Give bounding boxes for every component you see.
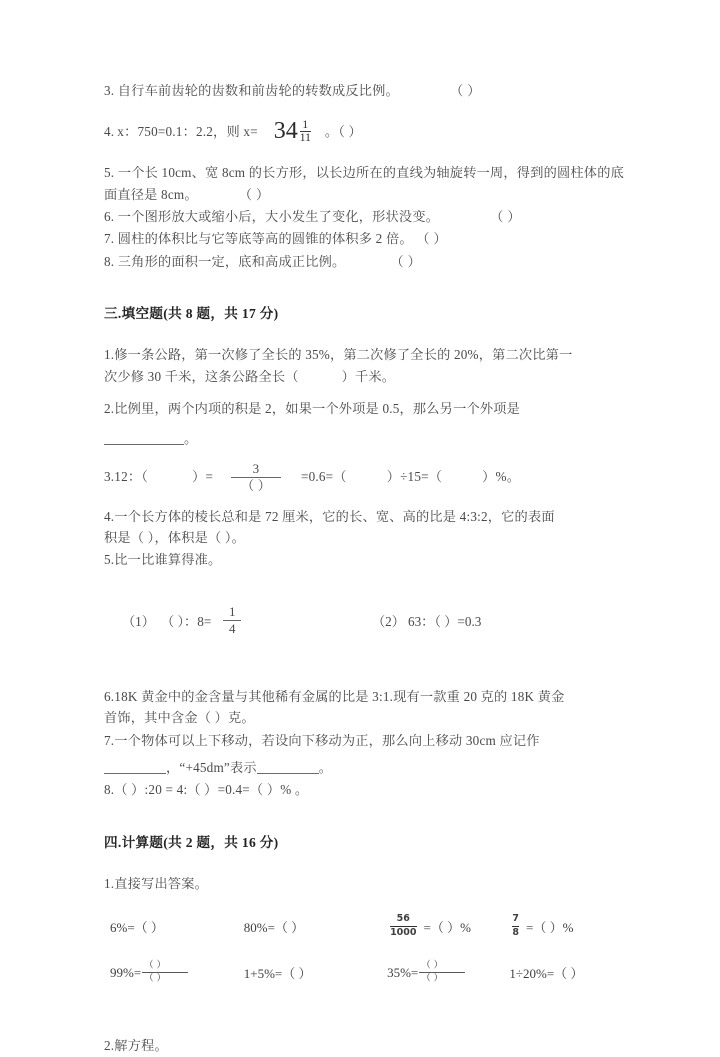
fraction-denominator: 1000	[390, 926, 417, 938]
question-6-text: 一个图形放大或缩小后，大小发生了变化，形状没变。	[117, 209, 440, 224]
sub-question-2-label: （2）	[372, 613, 405, 629]
question-8-number: 8.	[104, 253, 115, 269]
calc-expression-prefix: 35%=	[387, 964, 419, 980]
fraction-numerator: 1	[229, 603, 236, 619]
fill-question-3-mid: =0.6=（	[300, 469, 347, 485]
question-5-number: 5.	[104, 165, 115, 181]
mixed-numerator: 1	[302, 119, 309, 132]
question-3-number: 3.	[104, 83, 115, 98]
calc-expression: 6%=（ ）	[110, 919, 164, 935]
calc-cell-2-1[interactable]	[110, 961, 244, 986]
calc-expression: 1+5%=（ ）	[243, 966, 312, 982]
mixed-number-34-1-11	[274, 112, 311, 151]
fill-question-7-period: 。	[318, 760, 333, 775]
mixed-denominator: 11	[299, 132, 311, 145]
question-8-answer-blank[interactable]: （ ）	[390, 253, 422, 269]
question-7-number: 7.	[104, 231, 115, 247]
fraction-numerator-blank[interactable]: （ ）	[144, 960, 167, 971]
fraction-denominator: 8	[512, 926, 519, 938]
calc-expression-prefix: 99%=	[110, 964, 142, 980]
fill-question-1-line2	[104, 366, 624, 387]
fill-question-8[interactable]: 8.（ ）:20 = 4:（ ）=0.4=（ ）% 。	[104, 782, 309, 798]
fill-question-2-line2	[104, 428, 624, 449]
question-4-text: x：750=0.1：2.2，则 x=	[117, 124, 258, 140]
calc-question-1-title: 1.直接写出答案。	[104, 875, 209, 891]
fill-question-3-tail: ）%。	[482, 469, 521, 485]
calc-row-1	[104, 914, 624, 938]
fill-question-3-equals: ）=	[192, 469, 214, 485]
calc-expression: =（ ）%	[525, 919, 574, 935]
sub-question-1-label: （1）	[122, 613, 155, 629]
mixed-fraction	[300, 119, 311, 144]
fill-question-6-line2[interactable]: 首饰，其中含金（ ）克。	[104, 710, 255, 726]
calc-expression: 80%=（ ）	[243, 919, 305, 935]
fill-question-5-sub2	[372, 611, 481, 630]
question-item-6	[104, 206, 624, 227]
question-7-text: 圆柱的体积比与它等底等高的圆锥的体积多 2 倍。	[117, 231, 413, 247]
fraction-denominator-blank[interactable]: （ ）	[144, 973, 167, 984]
fraction-numerator: 3	[252, 460, 260, 476]
question-6-number: 6.	[104, 209, 115, 224]
question-5-text: 一个长 10cm、宽 8cm 的长方形，以长边所在的直线为轴旋转一周，得到的圆柱体的底面直径是 8cm。	[104, 165, 624, 202]
fill-question-5-sub1	[122, 605, 372, 636]
question-8-text: 三角形的面积一定，底和高成正比例。	[117, 253, 346, 269]
blank-over-blank-fraction[interactable]	[142, 961, 188, 986]
fill-question-3	[104, 462, 624, 493]
calc-expression: =（ ）%	[423, 919, 471, 935]
sub-question-1-expression[interactable]: （ ）：8=	[160, 613, 212, 629]
fill-question-2-line1: 2.比例里，两个内项的积是 2，如果一个外项是 0.5，那么另一个外项是	[104, 400, 521, 416]
question-4-answer-blank[interactable]: 。（ ）	[324, 124, 362, 140]
question-item-3	[104, 80, 624, 101]
calc-expression: 1÷20%=（ ）	[509, 966, 584, 982]
fill-question-1-line1: 1.修一条公路，第一次修了全长的 35%，第二次修了全长的 20%，第二次比第一	[104, 347, 573, 363]
question-6-answer-blank[interactable]: （ ）	[490, 209, 521, 224]
question-4-number: 4.	[104, 124, 115, 140]
calc-row-2	[104, 961, 624, 986]
fraction-denominator: 4	[229, 620, 236, 636]
sub-question-2-expression[interactable]: 63：（ ）=0.3	[407, 613, 482, 629]
fill-question-5-title: 5.比一比谁算得准。	[104, 552, 222, 568]
fraction-3-over-blank[interactable]	[231, 462, 281, 493]
worksheet-content	[104, 80, 624, 1057]
blank-over-blank-fraction[interactable]	[419, 961, 465, 986]
fill-question-7-blank-1[interactable]	[104, 761, 166, 774]
question-3-text: 自行车前齿轮的齿数和前齿轮的转数成反比例。	[117, 83, 399, 98]
fill-question-3-prefix: 3.12：（	[104, 469, 149, 485]
fraction-numerator: 56	[396, 913, 410, 925]
section-heading-fill-blank: 三.填空题(共 8 题，共 17 分)	[104, 306, 279, 322]
fraction-numerator: 7	[512, 913, 519, 925]
fraction-56-over-1000	[390, 914, 416, 938]
fill-question-6-line1: 6.18K 黄金中的金含量与其他稀有金属的比是 3:1.现有一款重 20 克的 18K 黄金	[104, 688, 565, 704]
fill-question-4-line1: 4.一个长方体的棱长总和是 72 厘米，它的长、宽、高的比是 4:3:2，它的表面	[104, 508, 555, 524]
fill-question-3-mid2: ）÷15=（	[386, 469, 443, 485]
question-item-4	[104, 112, 624, 151]
question-item-7	[104, 228, 624, 249]
fill-question-2-answer-blank[interactable]	[104, 432, 184, 445]
fraction-7-over-8	[512, 914, 519, 938]
calc-question-2-title: 2.解方程。	[104, 1038, 168, 1054]
question-item-5	[104, 162, 624, 205]
question-item-8	[104, 251, 624, 272]
fill-question-7-mid-text: ，“+45dm”表示	[166, 760, 257, 775]
fill-question-2-period: 。	[184, 431, 198, 447]
calc-cell-2-4[interactable]	[509, 963, 624, 982]
mixed-whole: 34	[273, 118, 298, 145]
fill-question-4-line2[interactable]: 积是（ ），体积是（ ）。	[104, 530, 246, 546]
question-7-answer-blank[interactable]: （ ）	[416, 231, 448, 247]
calc-cell-1-4[interactable]	[509, 914, 624, 938]
calc-cell-1-1[interactable]	[110, 917, 244, 936]
fraction-denominator-blank[interactable]: （ ）	[421, 973, 444, 984]
question-3-answer-blank[interactable]: （ ）	[449, 83, 481, 98]
calc-cell-2-3[interactable]	[387, 961, 509, 986]
fraction-numerator-blank[interactable]: （ ）	[421, 960, 444, 971]
calc-cell-1-3[interactable]	[387, 914, 509, 938]
fill-question-1-blank-end[interactable]: ）千米。	[341, 368, 396, 384]
question-5-answer-blank[interactable]: （ ）	[238, 186, 270, 202]
fill-question-7-line2	[104, 757, 624, 778]
fraction-1-over-4	[223, 605, 241, 636]
calc-cell-1-2[interactable]	[244, 917, 387, 936]
section-heading-calculation: 四.计算题(共 2 题，共 16 分)	[104, 834, 279, 850]
fraction-denominator-blank[interactable]: （ ）	[241, 477, 271, 493]
fill-question-7-blank-2[interactable]	[257, 761, 319, 774]
calc-cell-2-2[interactable]	[244, 963, 387, 982]
fill-question-1-line2-text: 次少修 30 千米，这条公路全长（	[104, 368, 299, 384]
fill-question-5-row	[104, 605, 624, 636]
fill-question-7-line1: 7.一个物体可以上下移动，若设向下移动为正，那么向上移动 30cm 应记作	[104, 732, 540, 748]
